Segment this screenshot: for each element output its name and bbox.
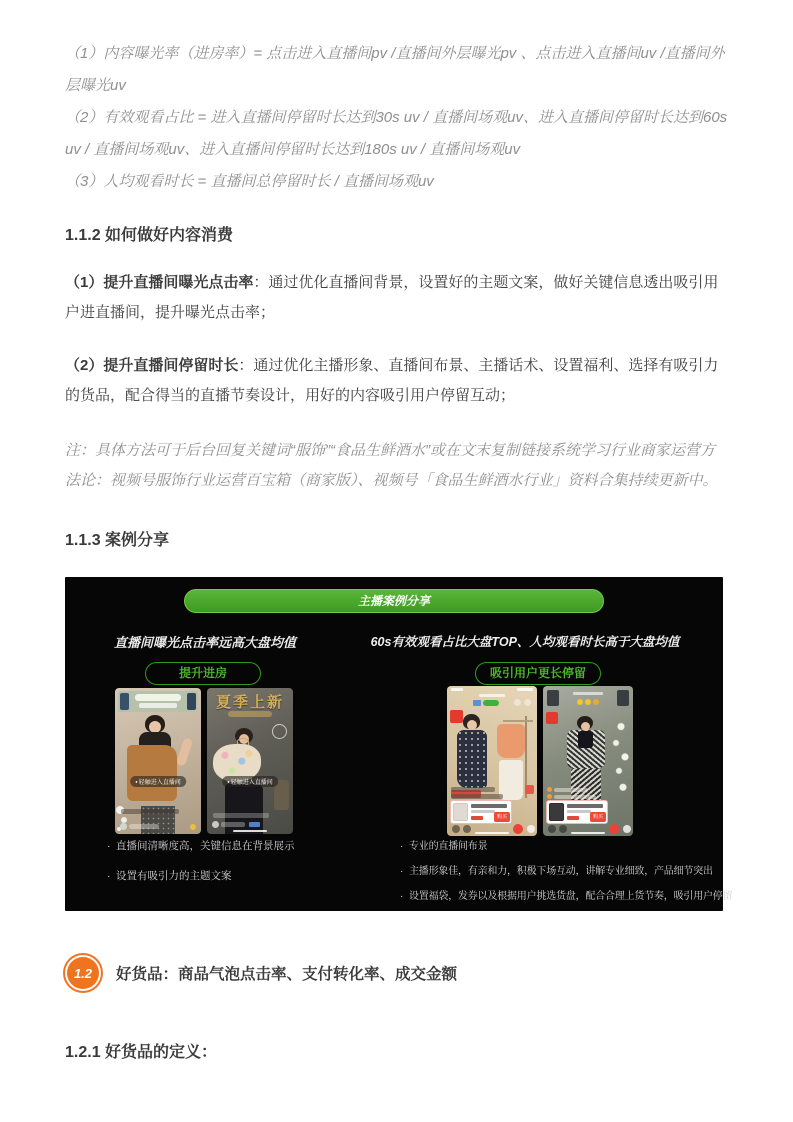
left-case-tag-pill: 提升进房 [145, 662, 261, 685]
right-case-bullets [400, 840, 733, 915]
paragraph-raise-stay-body: ：通过优化主播形象、直播间布景、主播话术、设置福利、选择有吸引力的货品，配合得当的直播节奏设计，用好的内容吸引用户停留互动； [65, 357, 719, 404]
heading-1-2-1: 1.2.1 好货品的定义： [65, 1044, 218, 1061]
phone4-record-button [609, 824, 619, 834]
phone2-progress-line [233, 830, 267, 832]
formula-avg-watch-time: （3）人均观看时长 = 直播间总停留时长 / 直播间场观uv [65, 173, 434, 190]
left-case-heading: 直播间曝光点击率远高大盘均值 [113, 635, 296, 650]
heading-1-1-2: 1.1.2 如何做好内容消费 [65, 227, 234, 244]
phone4-price-bar [567, 816, 579, 820]
phone2-name-bar [221, 822, 245, 827]
phone4-product-card [546, 800, 608, 824]
phone2-caption-bar [213, 813, 269, 818]
phone-screenshot-pattern-suit [543, 686, 633, 836]
phone3-live-badge [450, 710, 463, 723]
phone1-banner-figure-left [120, 693, 129, 710]
section-number-badge: 1.2 [65, 955, 101, 991]
phone3-comment-bar [451, 787, 495, 792]
phone-screenshot-summer-new [207, 688, 293, 834]
phone3-like-button [527, 825, 535, 833]
right-bullet-3: · 设置福袋，发券以及根据用户挑选货盘，配合合理上货节奏，吸引用户停留 [400, 890, 705, 903]
phone1-name-bar [129, 824, 159, 829]
phone2-avatar [212, 821, 219, 828]
heading-1-1-3: 1.1.3 案例分享 [65, 532, 170, 549]
phone3-product-sub-bar [471, 810, 495, 813]
phone4-banner-figure-right [617, 690, 629, 706]
metric-formulas [65, 38, 728, 198]
phone1-avatar [120, 823, 127, 830]
phone1-caption-bar [121, 809, 179, 814]
phone3-product-thumb [453, 803, 468, 821]
phone4-host-face [581, 722, 590, 731]
phone1-top-banner [118, 691, 198, 712]
phone1-host-arm [176, 737, 193, 766]
phone1-banner-figure-right [187, 693, 196, 710]
phone2-summer-title: 夏季上新 [215, 694, 284, 711]
case-share-panel-image [65, 577, 733, 911]
phone4-live-badge [546, 712, 558, 724]
phone3-search-icon [514, 699, 521, 706]
phone3-status-left [451, 688, 463, 691]
heading-1-2: 好货品：商品气泡点击率、支付转化率、成交金额 [116, 966, 458, 983]
phone4-buy-button: 购买 [590, 812, 606, 822]
right-case-heading: 60s有效观看占比大盘TOP、人均观看时长高于大盘均值 [370, 635, 680, 649]
phone3-price-bar [471, 816, 483, 820]
paragraph-raise-stay [65, 351, 728, 411]
phone4-like-button [623, 825, 631, 833]
phone4-toolbar-icon [559, 825, 567, 833]
paragraph-raise-ctr-lead: （1）提升直播间曝光点击率 [65, 274, 254, 291]
phone3-polka-dress [457, 730, 487, 788]
phone2-tap-enter-pill: ● 轻触进入直播间 [222, 776, 278, 787]
phone4-comment-bar [554, 788, 588, 792]
right-case-tag-pill: 吸引用户更长停留 [475, 662, 601, 685]
right-bullet-2: · 主播形象佳，有亲和力，积极下场互动，讲解专业细致，产品细节突出 [400, 865, 705, 878]
phone4-banner-figure-left [547, 690, 559, 706]
phone3-gift-icon [525, 785, 534, 794]
phone4-product-thumb [549, 803, 564, 821]
phone4-product-title-bar [567, 804, 603, 808]
left-bullet-2: · 设置有吸引力的主题文案 [107, 870, 377, 883]
phone3-product-card [450, 800, 512, 824]
phone-screenshot-polka-dress [447, 686, 537, 836]
panel-title-pill: 主播案例分享 [184, 589, 604, 613]
paragraph-raise-ctr-body: ：通过优化直播间背景，设置好的主题文案，做好关键信息透出吸引用户进直播间，提升曝光点击率； [65, 274, 719, 321]
phone3-progress-line [475, 832, 509, 834]
phone3-toolbar-icon [452, 825, 460, 833]
phone4-comment-bar [554, 795, 596, 799]
phone1-banner-subtitle-bar [139, 703, 177, 708]
phone3-buy-button: 购买 [494, 812, 510, 822]
phone3-follow-chip [483, 700, 499, 706]
paragraph-raise-stay-lead: （2）提升直播间停留时长 [65, 357, 239, 374]
phone4-product-sub-bar [567, 810, 591, 813]
phone4-black-tank [578, 731, 593, 748]
phone4-title-bar [573, 692, 603, 695]
phone3-record-button [513, 824, 523, 834]
section-1-2-header [65, 955, 728, 991]
phone4-comment-icon [547, 794, 552, 799]
phone3-title-bar [479, 694, 505, 697]
phone-screenshot-camel-shirt [115, 688, 201, 834]
phone2-blue-chip [249, 822, 260, 827]
formula-effective-watch: （2）有效观看占比 = 进入直播间停留时长达到30s uv / 直播间场观uv、进入直播间停留时长达到60s uv / 直播间场观uv、进入直播间停留时长达到180s uv / 直播间场观uv [65, 109, 728, 158]
phone4-progress-line [571, 832, 605, 834]
phone1-tap-enter-pill: ● 轻触进入直播间 [130, 776, 186, 787]
phone2-subtitle-bar [228, 711, 272, 717]
phone4-flowers [611, 720, 631, 802]
phone3-orange-blouse [497, 724, 525, 758]
formula-exposure-rate: （1）内容曝光率（进房率）= 点击进入直播间pv /直播间外层曝光pv 、点击进入直播间uv /直播间外层曝光uv [65, 45, 725, 94]
phone3-status-right [517, 688, 533, 691]
phone1-gift-dot [190, 824, 196, 830]
phone3-blue-chip [473, 700, 481, 706]
phone4-toolbar-icon [548, 825, 556, 833]
paragraph-raise-ctr [65, 268, 728, 328]
phone1-banner-title-bar [135, 694, 181, 701]
left-case-bullets [107, 840, 377, 900]
phone4-comment-icon [547, 787, 552, 792]
phone3-host-face [467, 720, 477, 730]
note-paragraph: 注：具体方法可于后台回复关键词“服饰”“食品生鲜酒水”或在文末复制链接系统学习行业商家运营方法论：视频号服饰行业运营百宝箱（商家版）、视频号「食品生鲜酒水行业」资料合集持续更新中。 [65, 442, 718, 489]
phone3-rack-bar [503, 720, 533, 722]
phone3-more-icon [524, 699, 531, 706]
right-bullet-1: · 专业的直播间布景 [400, 840, 705, 853]
phone3-product-title-bar [471, 804, 507, 808]
phone2-stamp-circle [272, 724, 287, 739]
left-bullet-1: · 直播间清晰度高，关键信息在背景展示 [107, 840, 377, 853]
phone4-coin-icons [577, 699, 583, 705]
phone3-toolbar-icon [463, 825, 471, 833]
phone1-camel-shirt [127, 745, 177, 801]
phone3-comment-bar [451, 794, 503, 799]
